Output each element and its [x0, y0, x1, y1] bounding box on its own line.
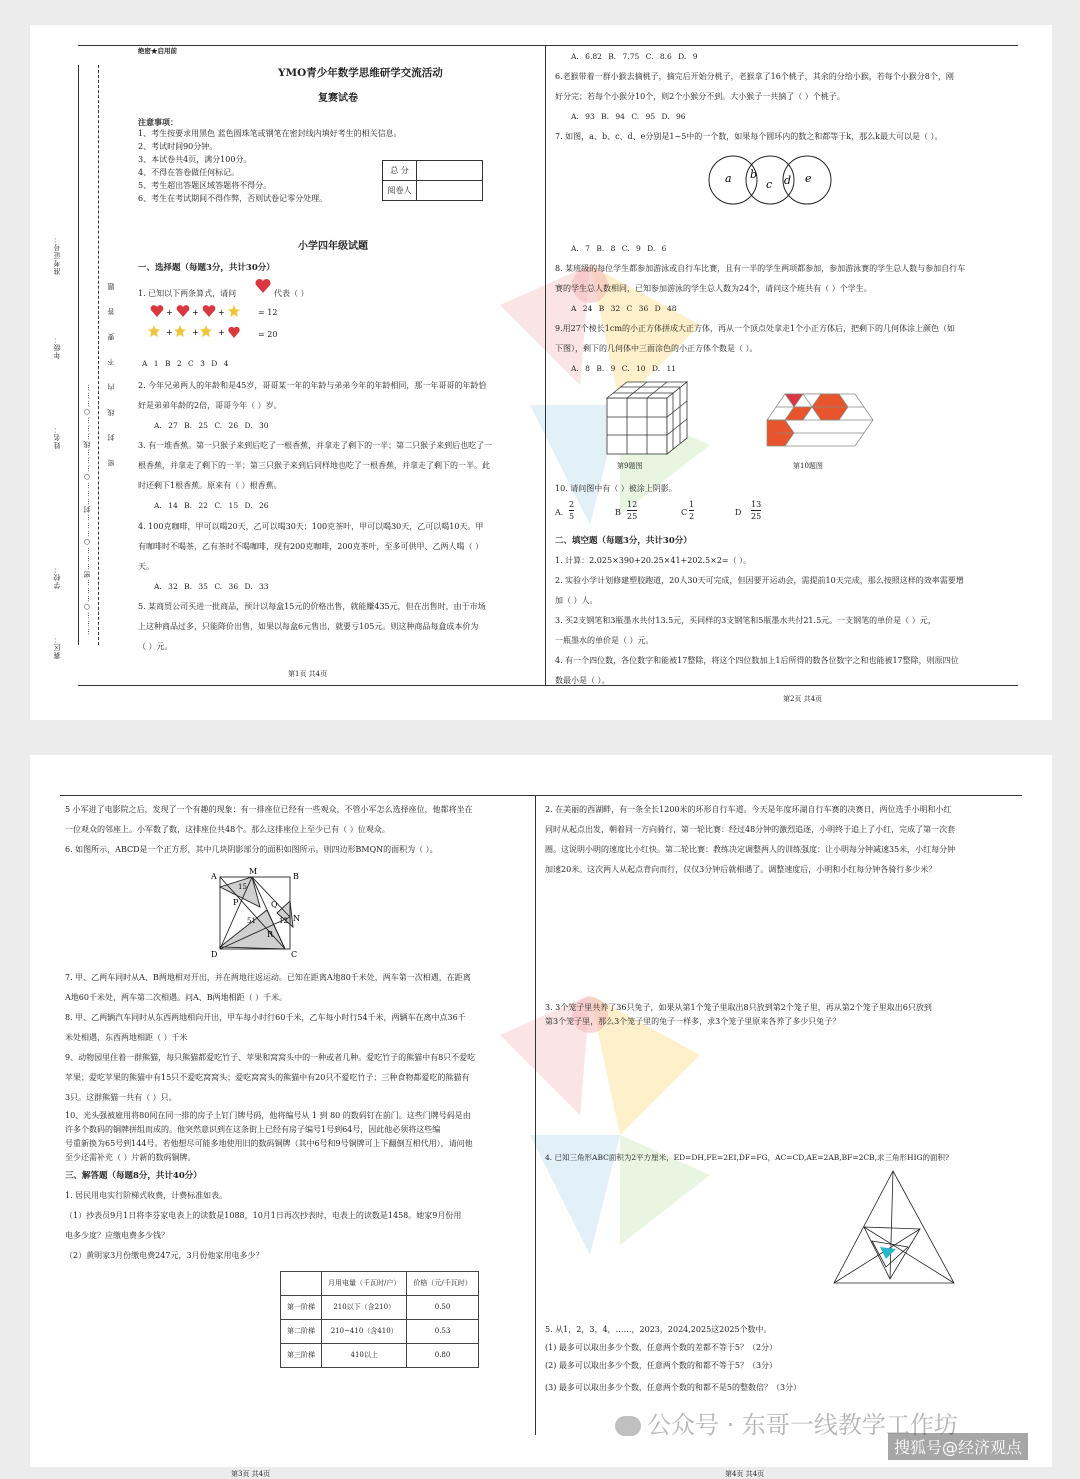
heart-icon [228, 327, 239, 338]
page-footer: 第4页 共4页 [725, 1470, 765, 1478]
q10-options [555, 500, 855, 530]
price-table-cell: 0.80 [407, 1344, 478, 1368]
bottom-rule [78, 685, 1018, 686]
confidential-label: 绝密★启用前 [138, 47, 177, 55]
f7-text: 7. 甲、乙两车同时从A、B两地相对开出，并在两地往返运动。已知在距离A地80千米处，两车第一次相遇，在距离 [65, 973, 471, 982]
price-table-cell: 第一阶梯 [281, 1296, 322, 1320]
square-label-a: A [211, 872, 217, 881]
q3-text: 3. 有一堆香蕉。第一只猴子来到后吃了一根香蕉，并拿走了剩下的一半；第二只猴子来到后也吃了一 [138, 441, 493, 450]
q6-square-figure [205, 865, 315, 965]
square-label-b: B [293, 872, 299, 881]
q4-text: 4. 100克咖啡，甲可以喝20天，乙可以喝30天；100克茶叶，甲可以喝30天，乙可以喝10天。甲 [138, 522, 484, 531]
q9-options: A. 8 B. 9 C. 10 D. 11 [571, 364, 676, 373]
q6-options: A. 93 B. 94 C. 95 D. 96 [571, 112, 686, 121]
page-footer: 第2页 共4页 [783, 695, 823, 703]
q8-text: 8. 某班级的每位学生都参加游泳或自行车比赛，且有一半的学生两项都参加，参加游泳赛的学生总人数与参加自行车 [555, 264, 966, 273]
s1-text: 1. 居民用电实行阶梯式收费，计费标准如表。 [65, 1191, 228, 1200]
section-solve: 三、解答题（每题8分，共计40分） [65, 1171, 202, 1181]
price-table-cell: 第二阶梯 [281, 1320, 322, 1344]
s4-triangle-figure [830, 1167, 960, 1287]
page-divider [545, 45, 546, 685]
price-table-header [281, 1272, 322, 1296]
q10-option-num: 12 [627, 500, 638, 509]
q7-circles-figure [705, 148, 835, 212]
q10-option-num: 13 [751, 500, 762, 509]
page-footer: 第3页 共4页 [231, 1470, 271, 1478]
f7-text: A地60千米处，两车第二次相遇。问A、B两地相距（ ）千米。 [65, 993, 288, 1002]
f5-text: 5 小军进了电影院之后，发现了一个有趣的现象：有一排座位已经有一些观众，不管小军怎么选择座位，他都将坐在 [65, 805, 473, 814]
q10-option-letter: B [615, 508, 621, 517]
price-table-cell: 0.53 [407, 1320, 478, 1344]
q5-text: （ ）元。 [138, 642, 173, 651]
f4-text: 数最小是（ ）。 [555, 676, 610, 685]
top-rule [78, 45, 1018, 46]
svg-text:+: + [218, 328, 225, 337]
s2-text: 同时从起点出发，朝着同一方向骑行，第一轮比赛：经过48分钟的激烈追逐，小明终于追上了小红，完成了第一次套 [545, 825, 956, 834]
square-area-label: 51 [247, 917, 256, 925]
s2-text: 加速20米。这次两人从起点背向而行，仅仅3分钟后就相遇了。调整速度后，小明和小红每分钟各骑行多少米？ [545, 865, 937, 874]
svg-text:+: + [166, 328, 173, 337]
q1-eq1-result: = 12 [258, 308, 278, 317]
square-area-label: 12 [279, 917, 288, 925]
star-icon [200, 325, 212, 337]
q10-triangle-figure [765, 392, 875, 450]
square-label-c: C [291, 950, 298, 959]
price-table-header: 价格（元/千瓦时） [407, 1272, 478, 1296]
square-label-p: P [233, 898, 239, 907]
s2-text: 2. 在美丽的西湖畔，有一条全长1200米的环形自行车道。今天是年度环湖自行车赛的决赛日，两位选手小明和小红 [545, 805, 952, 814]
circle-label-a: a [725, 172, 732, 185]
score-total-cell[interactable] [417, 161, 483, 181]
binding-seal-line: ………○………密………○………封………○………线………○……… [83, 383, 91, 635]
q8-options: A 24 B 32 C 36 D 48 [571, 304, 677, 313]
q5-text: 上这种商品过多，只能降价出售，如果以每盒6元售出，就要亏105元。则这种商品每盒成本价为 [138, 622, 479, 631]
wechat-icon [615, 1416, 641, 1436]
fig9-caption: 第9题图 [617, 462, 643, 470]
binding-no-answer: 密 封 线 内 不 要 答 题 [107, 275, 115, 467]
f5-text: 一位观众的邻座上。小军数了数，这排座位共48个。那么这排座位上至少已有（ ）位观众。 [65, 825, 390, 834]
top-rule [60, 795, 1022, 796]
q2-text: 好是弟弟年龄的2倍，哥哥今年（ ）岁。 [138, 401, 282, 410]
binding-school: 学校： [53, 565, 61, 589]
exam-title: YMO青少年数学思维研学交流活动 [278, 67, 443, 79]
q4-text: 有咖啡时不喝茶，乙有茶时不喝咖啡，现有200克咖啡，200克茶叶，至多可供甲、乙两人喝（ ） [138, 542, 484, 551]
f10-text: 许多个数码的铜牌拼组而成的。他突然意识到在这条街上已经有房子编号1号到64号，因此他必须将这些编 [65, 1125, 441, 1134]
heart-icon [203, 305, 216, 317]
price-table [280, 1271, 479, 1368]
svg-text:+: + [192, 308, 199, 317]
svg-text:+: + [218, 308, 225, 317]
f10-text: 至少还需补充（ ）片新的数码铜牌。 [65, 1153, 196, 1162]
price-table-cell: 410以上 [322, 1344, 407, 1368]
q7-options: A. 7 B. 8 C. 9 D. 6 [571, 244, 667, 253]
circle-label-c: c [766, 178, 773, 191]
square-label-d: D [211, 950, 218, 959]
sohu-watermark: 搜狐号@经济观点 [888, 1433, 1028, 1460]
q10-option-den: 25 [627, 512, 638, 521]
q3-text: 根香蕉，并拿走了剩下的一半；第三只猴子来到后同样地也吃了一根香蕉，并拿走了剩下的一半。此 [138, 461, 490, 470]
q10-option-letter: C [681, 508, 688, 517]
score-total-label: 总 分 [383, 161, 417, 181]
q10-option-den: 5 [569, 512, 575, 521]
svg-text:+: + [166, 308, 173, 317]
q10-option-num: 2 [569, 500, 575, 509]
q5-options: A. 6.82 B. 7.75 C. 8.6 D. 9 [571, 52, 698, 61]
q2-text: 2. 今年兄弟两人的年龄和是45岁，哥哥某一年的年龄与弟弟今年的年龄相同，那一年哥哥的年龄恰 [138, 381, 487, 390]
notice-item: 2、考试时间90分钟。 [138, 142, 218, 151]
q3-options: A. 14 B. 22 C. 15 D. 26 [154, 501, 269, 510]
heart-icon [151, 305, 164, 317]
price-table-header: 月用电量（千瓦时/户） [322, 1272, 407, 1296]
binding-grade: 年级： [53, 335, 61, 359]
q1-options: A 1 B 2 C 3 D 4 [142, 359, 229, 368]
q10-option-letter: A. [555, 508, 564, 517]
square-area-label: 15 [238, 883, 247, 891]
fig10-caption: 第10题图 [793, 462, 823, 470]
price-table-cell: 210~410（含410） [322, 1320, 407, 1344]
exam-subtitle: 复赛试卷 [318, 93, 358, 104]
notice-item: 1、考生按要求用黑色 蓝色圆珠笔或钢笔在密封线内填好考生的相关信息。 [138, 129, 402, 138]
square-label-m: M [249, 867, 258, 876]
grader-cell[interactable] [417, 181, 483, 201]
f2-text: 2. 实验小学计划修建塑胶跑道，20人30天可完成，但因要开运动会，需提前10天完成，那么按照这样的效率需要增 [555, 576, 964, 585]
q10-option-letter: D [735, 508, 742, 517]
f6-text: 6. 如图所示，ABCD是一个正方形，其中几块阴影部分的面积如图所示。则四边形BMQN的面积为（ ）。 [65, 845, 438, 854]
page-divider [535, 795, 536, 1435]
f9-text: 3只。这群熊猫一共有（ ）只。 [65, 1093, 177, 1102]
binding-border [78, 65, 79, 645]
notice-item: 3、本试卷共4页，满分100分。 [138, 155, 252, 164]
square-label-q: Q [271, 900, 278, 909]
q6-text: 6.老猴带着一群小猴去摘桃子，摘完后开始分桃子，老猴拿了16个桃子，其余的分给小猴，若每个小猴分8个，刚 [555, 72, 954, 81]
f10-text: 号重新换为65号到144号。若他想尽可能多地使用旧的数码铜牌（其中6号和9号铜牌可上下翻倒互相代用），请问他 [65, 1139, 473, 1148]
f3-text: 3. 买2支钢笔和3瓶墨水共付13.5元，买同样的3支钢笔和5瓶墨水共付21.5元。一支钢笔的单价是（ ）元， [555, 616, 936, 625]
s5-part2: (2) 最多可以取出多少个数，任意两个数的和都不等于5？（3分） [545, 1361, 778, 1370]
f4-text: 4. 有一个四位数，各位数字和能被17整除，将这个四位数加上1后所得的数各位数字之和也能被17整除，则原四位 [555, 656, 959, 665]
q1-text-tail: 代表（ ） [274, 289, 309, 298]
binding-dashed-line [98, 65, 99, 645]
binding-exam-no: 准考证号： [53, 235, 61, 275]
f9-text: 9、动物园里住着一群熊猫，每只熊猫都爱吃竹子、苹果和窝窝头中的一种或者几种。爱吃竹子的熊猫中有8只不爱吃 [65, 1053, 476, 1062]
s2-text: 圈。这说明小明的速度比小红快。第二轮比赛：教练决定调整两人的训练强度：让小明每分钟减速35米，小红每分钟 [545, 845, 956, 854]
s5-text: 5. 从1，2，3，4，……，2023，2024,2025这2025个数中。 [545, 1325, 772, 1334]
notice-item: 6、考生在考试期间不得作弊，否则试卷记零分处理。 [138, 194, 328, 203]
q3-text: 时还剩下1根香蕉。原来有（ ）根香蕉。 [138, 481, 282, 490]
q5-text: 5. 某商贸公司买进一批商品，预计以每盒15元的价格出售，就能赚435元，但在出售时，由于市场 [138, 602, 486, 611]
binding-name: 姓名： [53, 425, 61, 449]
circle-label-e: e [805, 172, 812, 185]
s5-part1: (1) 最多可以取出多少个数，任意两个数的差都不等于5？（2分） [545, 1343, 778, 1352]
price-table-cell: 0.50 [407, 1296, 478, 1320]
f1-text: 1. 计算：2.025×390+20.25×41+202.5×2=（ ）。 [555, 556, 752, 565]
q10-option-den: 2 [689, 512, 695, 521]
star-icon [174, 325, 186, 337]
q10-text: 10. 请问图中有（ ）被涂上阴影。 [555, 484, 677, 493]
section-fill: 二、填空题（每题3分，共计30分） [555, 536, 692, 546]
wechat-watermark-text: 公众号 · 东哥一线教学工作坊 [647, 1411, 958, 1439]
q9-text: 下图），剩下的几何体中三面涂色的小正方体个数是（ ）。 [555, 344, 758, 353]
binding-region: 赛区： [53, 635, 61, 659]
s3-text: 第3个笼子里，那么3个笼子里的兔子一样多，求3个笼子里原来各养了多少只兔子？ [545, 1017, 841, 1026]
notice-heading: 注意事项： [138, 117, 178, 127]
square-label-n: N [293, 914, 300, 923]
star-icon [228, 305, 240, 317]
star-icon [148, 325, 160, 337]
s1-part2: （2）黄明家3月份缴电费247元，3月份他家用电多少？ [65, 1251, 264, 1260]
f3-text: 一瓶墨水的单价是（ ）元。 [555, 636, 654, 645]
s1-part1: （1）抄表员9月1日将李芬家电表上的读数是1088，10月1日再次抄表时，电表上的读数是1458。她家9月份用 [65, 1211, 462, 1220]
q6-text: 好分完；若每个小猴分10个，则2个小猴分不到。大小猴子一共摘了（ ）个桃子。 [555, 92, 845, 101]
page-footer: 第1页 共4页 [288, 670, 328, 678]
s3-text: 3. 3个笼子里共养了36只兔子，如果从第1个笼子里取出8只放到第2个笼子里，再从第2个笼子里取出6只放到 [545, 1003, 932, 1012]
f8-text: 8. 甲、乙两辆汽车同时从东西两地相向开出，甲车每小时行60千米，乙车每小时行54千米，两辆车在离中点36千 [65, 1013, 466, 1022]
q4-text: 天。 [138, 562, 154, 571]
svg-text:+: + [192, 328, 199, 337]
s5-part3: (3) 最多可以取出多少个数，任意两个数的和都不是5的整数倍？（3分） [545, 1383, 802, 1392]
square-label-r: R [267, 930, 274, 939]
price-table-cell: 第三阶梯 [281, 1344, 322, 1368]
q1-text: 1. 已知以下两条算式，请问 [138, 289, 237, 298]
notice-item: 4、不得在答卷做任何标记。 [138, 168, 240, 177]
heart-icon [177, 305, 190, 317]
s1-part1: 电多少度？应缴电费多少钱？ [65, 1231, 169, 1240]
q7-text: 7. 如图，a、b、c、d、e分别是1~5中的一个数，如果每个圆环内的数之和都等于k，那么k最大可以是（ ）。 [555, 132, 943, 141]
grade-title: 小学四年级试题 [298, 241, 368, 252]
price-table-cell: 210以下（含210） [322, 1296, 407, 1320]
f10-text: 10、光头强被雇用将80间在同一排的房子上钉门牌号码，他将编号从 1 到 80 的数码钉在前门。这些门牌号码是由 [65, 1111, 471, 1120]
section-choice: 一、选择题（每题3分，共计30分） [138, 263, 275, 273]
q9-text: 9.用27个棱长1cm的小正方体拼成大正方体，再从一个顶点处拿走1个小正方体后，把剩下的几何体涂上颜色（如 [555, 324, 956, 333]
exam-sheet-top [30, 25, 1052, 720]
score-table [382, 160, 483, 201]
q10-option-den: 25 [751, 512, 762, 521]
f9-text: 苹果；爱吃苹果的熊猫中有15只不爱吃窝窝头；爱吃窝窝头的熊猫中有20只不爱吃竹子；三种食物都爱吃的熊猫有 [65, 1073, 470, 1082]
exam-sheet-bottom [30, 755, 1052, 1478]
q9-cube-figure [605, 380, 695, 456]
q8-text: 赛的学生总人数相同，已知参加游泳的学生总人数为24个，请问这个班共有（ ）个学生。 [555, 284, 872, 293]
notice-item: 5、考生超出答题区域答题将不得分。 [138, 181, 272, 190]
circle-label-d: d [784, 174, 792, 187]
f8-text: 米处相遇，东西两地相距（ ）千米 [65, 1033, 188, 1042]
f2-text: 加（ ）人。 [555, 596, 598, 605]
q4-options: A. 32 B. 35 C. 36 D. 33 [154, 582, 269, 591]
q2-options: A. 27 B. 25 C. 26 D. 30 [154, 421, 269, 430]
q10-option-num: 1 [689, 500, 695, 509]
circle-label-b: b [750, 168, 758, 181]
s4-text: 4. 已知三角形ABC面积为2平方厘米，ED=DH,FE=2EI,DF=FG，AC=CD,AE=2AB,BF=2CB,求三角形HIG的面积? [545, 1153, 950, 1162]
q1-eq2-result: = 20 [258, 330, 278, 339]
grader-label: 阅卷人 [383, 181, 417, 201]
heart-icon [254, 277, 272, 295]
